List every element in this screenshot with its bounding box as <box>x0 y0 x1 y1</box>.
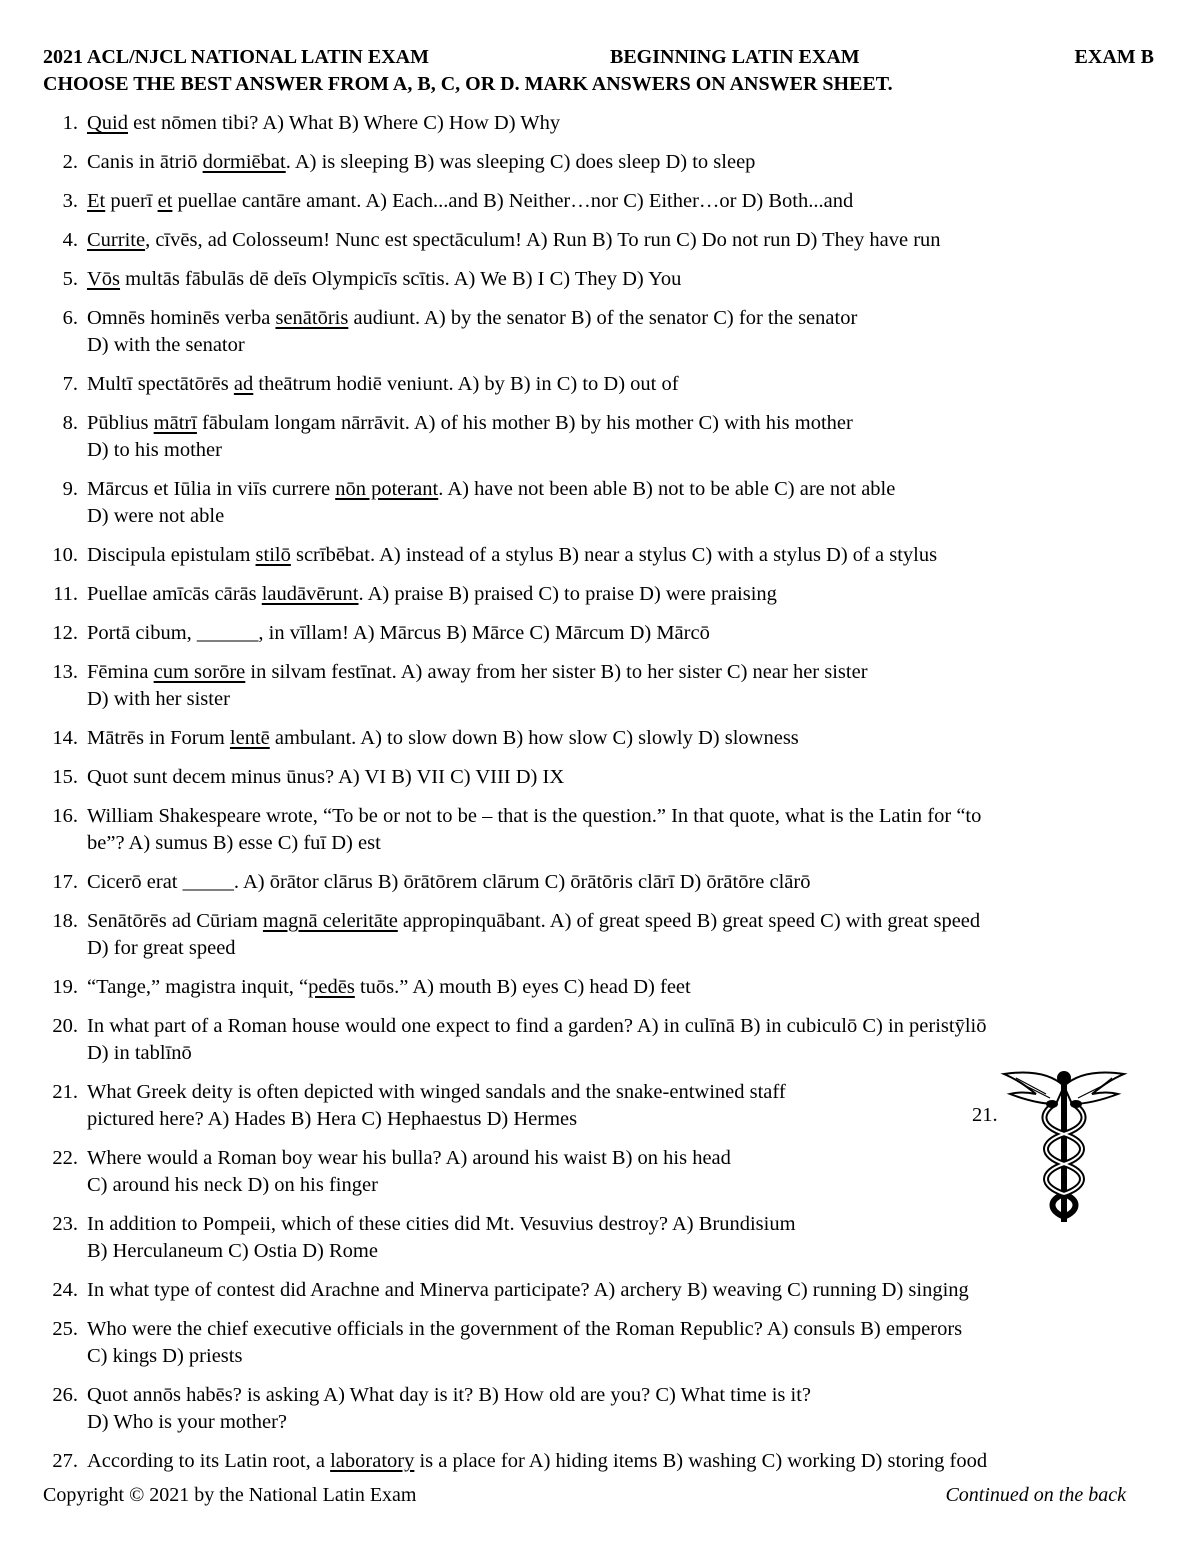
question-fragment: Puellae amīcās cārās <box>87 583 262 605</box>
question-text <box>87 1079 786 1106</box>
question-text <box>87 1316 962 1343</box>
question-fragment: Cicerō erat _____. A) ōrātor clārus B) ōrātōrem clārum C) ōrātōris clārī D) ōrātōre clārō <box>87 871 811 893</box>
question-text <box>87 410 853 437</box>
question-fragment: . A) praise B) praised C) to praise D) were praising <box>358 583 777 605</box>
question-fragment: Quot annōs habēs? is asking A) What day is it? B) How old are you? C) What time is it? <box>87 1384 812 1406</box>
question-number: 11. <box>53 583 78 605</box>
question-text <box>87 803 981 830</box>
question-fragment: puellae cantāre amant. A) Each...and B) Neither…nor C) Either…or D) Both...and <box>172 190 854 212</box>
question-text <box>87 1013 987 1040</box>
question-number: 8. <box>62 412 78 434</box>
continued-text: Continued on the back <box>945 1484 1126 1506</box>
question-number: 17. <box>52 871 78 893</box>
question-fragment: In what type of contest did Arachne and Minerva participate? A) archery B) weaving C) running D) singing <box>87 1279 969 1301</box>
question-fragment: Mārcus et Iūlia in viīs currere <box>87 478 336 500</box>
copyright-text: Copyright © 2021 by the National Latin Exam <box>43 1484 417 1506</box>
question-text <box>87 974 691 1001</box>
question-text-continued: D) with the senator <box>87 334 245 356</box>
question-number: 20. <box>52 1015 78 1037</box>
underlined-term: pedēs <box>308 976 355 998</box>
question-text-continued: be”? A) sumus B) esse C) fuī D) est <box>87 832 381 854</box>
question-fragment: appropinquābant. A) of great speed B) great speed C) with great speed <box>397 910 981 932</box>
question-text <box>87 227 941 254</box>
question-number: 23. <box>52 1213 78 1235</box>
underlined-term: senātōris <box>275 307 349 329</box>
underlined-term: nōn poterant <box>335 478 439 500</box>
question-text <box>87 908 980 935</box>
question-number: 15. <box>52 766 78 788</box>
underlined-term: Currite <box>87 229 146 251</box>
question-number: 24. <box>52 1279 78 1301</box>
question-fragment: ambulant. A) to slow down B) how slow C) slowly D) slowness <box>269 727 799 749</box>
question-fragment: scrībēbat. A) instead of a stylus B) near a stylus C) with a stylus D) of a stylus <box>290 544 938 566</box>
question-fragment: Portā cibum, ______, in vīllam! A) Mārcus B) Mārce C) Mārcum D) Mārcō <box>87 622 710 644</box>
question-fragment: Who were the chief executive officials in the government of the Roman Republic? A) consuls B) emperors <box>87 1318 963 1340</box>
question-text-continued: C) kings D) priests <box>87 1345 243 1367</box>
question-fragment: Discipula epistulam <box>87 544 256 566</box>
question-text <box>87 1382 811 1409</box>
question-number: 5. <box>62 268 78 290</box>
exam-header <box>43 46 1154 72</box>
question-text-continued: C) around his neck D) on his finger <box>87 1174 378 1196</box>
underlined-term: Et <box>87 190 106 212</box>
question-text-continued: D) with her sister <box>87 688 230 710</box>
question-text <box>87 1211 796 1238</box>
underlined-term: mātrī <box>153 412 197 434</box>
question-text <box>87 725 799 752</box>
underlined-term: Vōs <box>87 268 121 290</box>
question-number: 19. <box>52 976 78 998</box>
question-text <box>87 1277 969 1304</box>
question-number: 21. <box>52 1081 78 1103</box>
question-text-continued: D) in tablīnō <box>87 1042 192 1064</box>
question-fragment: . A) have not been able B) not to be able C) are not able <box>438 478 896 500</box>
question-fragment: . A) is sleeping B) was sleeping C) does sleep D) to sleep <box>285 151 756 173</box>
question-text <box>87 305 857 332</box>
question-text <box>87 764 564 791</box>
question-text <box>87 188 853 215</box>
question-fragment: Omnēs hominēs verba <box>87 307 276 329</box>
question-fragment: In addition to Pompeii, which of these cities did Mt. Vesuvius destroy? A) Brundisium <box>87 1213 796 1235</box>
question-number: 16. <box>52 805 78 827</box>
question-fragment: theātrum hodiē veniunt. A) by B) in C) to D) out of <box>253 373 679 395</box>
question-text-continued: D) to his mother <box>87 439 222 461</box>
question-fragment: Canis in ātriō <box>87 151 203 173</box>
image-label: 21. <box>972 1104 998 1126</box>
question-fragment: est nōmen tibi? A) What B) Where C) How D) Why <box>128 112 561 134</box>
underlined-term: laudāvērunt <box>261 583 359 605</box>
underlined-term: stilō <box>255 544 291 566</box>
question-number: 4. <box>62 229 78 251</box>
question-text-continued: D) for great speed <box>87 937 236 959</box>
question-number: 1. <box>62 112 78 134</box>
underlined-term: magnā celeritāte <box>262 910 398 932</box>
question-number: 6. <box>62 307 78 329</box>
question-number: 22. <box>52 1147 78 1169</box>
question-text <box>87 266 681 293</box>
question-text-continued: D) Who is your mother? <box>87 1411 288 1433</box>
exam-version: EXAM B <box>1074 46 1154 68</box>
question-fragment: tuōs.” A) mouth B) eyes C) head D) feet <box>354 976 691 998</box>
question-fragment: In what part of a Roman house would one expect to find a garden? A) in culīnā B) in cubiculō C) in peristӯliō <box>87 1015 987 1037</box>
underlined-term: laboratory <box>330 1450 415 1472</box>
underlined-term: et <box>157 190 173 212</box>
question-fragment: What Greek deity is often depicted with winged sandals and the snake-entwined staff <box>87 1081 786 1103</box>
question-fragment: Fēmina <box>87 661 154 683</box>
question-number: 2. <box>62 151 78 173</box>
question-text <box>87 1145 731 1172</box>
question-text <box>87 1448 987 1475</box>
question-text <box>87 371 679 398</box>
underlined-term: dormiēbat <box>202 151 286 173</box>
exam-level: BEGINNING LATIN EXAM <box>610 46 860 68</box>
question-fragment: Mātrēs in Forum <box>87 727 230 749</box>
underlined-term: cum sorōre <box>153 661 246 683</box>
question-number: 7. <box>62 373 78 395</box>
question-text <box>87 869 810 896</box>
question-number: 26. <box>52 1384 78 1406</box>
question-text <box>87 620 710 647</box>
question-fragment: According to its Latin root, a <box>87 1450 331 1472</box>
question-text <box>87 659 868 686</box>
underlined-term: Quid <box>87 112 128 134</box>
question-number: 3. <box>62 190 78 212</box>
question-number: 13. <box>52 661 78 683</box>
question-number: 27. <box>52 1450 78 1472</box>
question-number: 12. <box>52 622 78 644</box>
question-fragment: Quot sunt decem minus ūnus? A) VI B) VII C) VIII D) IX <box>87 766 565 788</box>
question-text <box>87 110 560 137</box>
question-text <box>87 149 755 176</box>
underlined-term: ad <box>233 373 254 395</box>
question-text-continued: pictured here? A) Hades B) Hera C) Hephaestus D) Hermes <box>87 1108 578 1130</box>
question-number: 10. <box>52 544 78 566</box>
question-number: 14. <box>52 727 78 749</box>
question-fragment: Multī spectātōrēs <box>87 373 234 395</box>
question-text <box>87 476 895 503</box>
question-fragment: multās fābulās dē deīs Olympicīs scītis. A) We B) I C) They D) You <box>120 268 682 290</box>
underlined-term: lentē <box>229 727 270 749</box>
instructions: CHOOSE THE BEST ANSWER FROM A, B, C, OR D. MARK ANSWERS ON ANSWER SHEET. <box>43 73 893 95</box>
question-fragment: Where would a Roman boy wear his bulla? A) around his waist B) on his head <box>87 1147 731 1169</box>
question-fragment: audiunt. A) by the senator B) of the senator C) for the senator <box>348 307 858 329</box>
exam-title: 2021 ACL/NJCL NATIONAL LATIN EXAM <box>43 46 429 68</box>
question-fragment: Senātōrēs ad Cūriam <box>87 910 263 932</box>
question-number: 18. <box>52 910 78 932</box>
question-fragment: , cīvēs, ad Colosseum! Nunc est spectāculum! A) Run B) To run C) Do not run D) They have run <box>145 229 941 251</box>
question-fragment: Pūblius <box>87 412 154 434</box>
question-fragment: is a place for A) hiding items B) washing C) working D) storing food <box>414 1450 988 1472</box>
question-fragment: fābulam longam nārrāvit. A) of his mother B) by his mother C) with his mother <box>196 412 853 434</box>
caduceus-icon <box>996 1064 1132 1224</box>
question-fragment: “Tange,” magistra inquit, “ <box>87 976 309 998</box>
question-text <box>87 542 937 569</box>
question-text-continued: D) were not able <box>87 505 225 527</box>
question-fragment: William Shakespeare wrote, “To be or not to be – that is the question.” In that quote, what is the Latin for “to <box>87 805 982 827</box>
question-fragment: in silvam festīnat. A) away from her sister B) to her sister C) near her sister <box>245 661 868 683</box>
question-number: 9. <box>62 478 78 500</box>
question-number: 25. <box>52 1318 78 1340</box>
question-text-continued: B) Herculaneum C) Ostia D) Rome <box>87 1240 378 1262</box>
question-fragment: puerī <box>105 190 158 212</box>
question-text <box>87 581 777 608</box>
